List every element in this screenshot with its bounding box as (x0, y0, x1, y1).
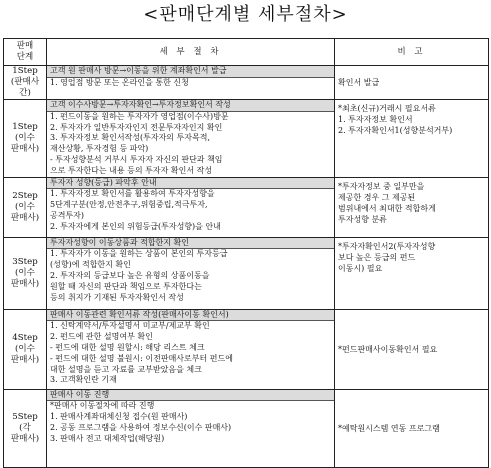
detail-cell (47, 389, 335, 467)
detail-line: 5단계구분(안정,안전추구,위험중립,적극투자, (50, 200, 208, 210)
detail-line: 3. 판매사 전고 대체작업(해당원) (50, 433, 165, 443)
step-label: (이수 (15, 201, 35, 212)
step-label: (이수 (15, 343, 35, 354)
note-line: 2. 투자자확인서1(성향분석거부) (338, 126, 453, 135)
step-cell (4, 389, 47, 467)
step-label: (각 (19, 422, 31, 433)
header-detail: 세 부 절 차 (47, 39, 335, 66)
detail-line: 1. 신탁계약서/투자설명서 미교부/제교부 확인 (50, 321, 210, 331)
table-header-row (4, 39, 489, 66)
detail-heading: 판매사 이동 진행 (47, 390, 334, 402)
note-line: *예탁원시스템 연동 프로그램 (338, 423, 440, 433)
detail-heading: 투자자성향이 이동상품과 적합한지 확인 (47, 238, 334, 250)
note-line: 이동시) 필요 (338, 263, 383, 273)
step-cell (4, 66, 47, 100)
note-line: 투자성향 분류 (338, 214, 387, 224)
detail-line: 1. 펀드이동을 원하는 투자자가 영업점(이수사)방문 (50, 111, 229, 121)
step-label: 3Step (12, 256, 38, 267)
detail-line: 1. 투자자정보 확인서를 활용하여 투자자성향을 (50, 189, 215, 199)
detail-line: 재산상황, 투자경험 등 파악) (50, 144, 149, 154)
detail-line: 1. 영업점 방문 또는 온라인을 통한 신청 (50, 77, 189, 87)
header-stage: 판매 단계 (4, 39, 47, 66)
step-label: 4Step (12, 332, 38, 343)
table-row (4, 177, 489, 237)
detail-line: 공격투자) (50, 210, 85, 220)
detail-line: 2. 공동 프로그램을 사용하여 정보수신(이수 판매사) (50, 422, 232, 432)
step-label: 판매사) (10, 354, 40, 365)
detail-cell (47, 66, 335, 100)
step-label: 판매사) (10, 278, 40, 289)
detail-line: - 펀드에 대한 설명 불원시: 이전판매사로부터 펀드에 (50, 353, 233, 363)
detail-line: 1. 판매사계좌대체신청 접수(원 판매사) (50, 412, 188, 422)
procedure-table (3, 38, 489, 468)
detail-line: 으로 투자한다는 내용 등의 투자자 확인서 작성 (50, 165, 213, 175)
detail-heading: 투자자 성향(등급) 파악후 안내 (47, 178, 334, 190)
step-label: 5Step (12, 411, 38, 422)
detail-line: - 펀드에 대한 설명 원할시: 해당 리스트 체크 (50, 342, 205, 352)
step-cell (4, 309, 47, 389)
step-label: 1Step (12, 121, 38, 132)
note-line: *펀드판매사이동확인서 필요 (338, 344, 438, 354)
note-line: 확인서 발급 (338, 78, 380, 87)
step-label: (판매사 간) (10, 77, 40, 98)
step-cell (4, 237, 47, 309)
note-line: 1. 투자자정보 확인서 (338, 115, 413, 124)
detail-cell (47, 100, 335, 178)
note-cell (335, 177, 489, 237)
detail-line: 3. 투자자정보 확인서작성(투자자의 투자목적, (50, 133, 211, 143)
page-title: <판매단계별 세부절차> (143, 4, 348, 25)
note-cell (335, 309, 489, 389)
detail-line: 2. 투자자의 등급보다 높은 유형의 상품이동을 (50, 270, 210, 280)
detail-cell (47, 309, 335, 389)
detail-cell (47, 177, 335, 237)
note-line: *투자자정보 중 일부만을 (338, 181, 425, 191)
detail-heading: 고객 원 판매사 방문→이동을 위한 계좌확인서 발급 (47, 66, 334, 78)
table-row (4, 309, 489, 389)
note-line: *투자자확인서2(투자자성향 (338, 241, 436, 251)
note-cell (335, 389, 489, 467)
step-label: (이수 (15, 267, 35, 278)
note-cell (335, 237, 489, 309)
step-label: 2Step (12, 190, 38, 201)
note-cell (335, 100, 489, 178)
detail-cell (47, 237, 335, 309)
header-note: 비 고 (335, 39, 489, 66)
detail-line: *판매사 이동절차에 따라 진행 (50, 401, 155, 411)
step-label: 1Step (12, 66, 38, 76)
table-row (4, 100, 489, 178)
detail-line: 원할 때 자신의 판단과 책임으로 투자한다는 (50, 281, 202, 291)
detail-line: 2. 펀드에 관한 설명여부 확인 (50, 332, 153, 342)
step-label: 판매사) (10, 212, 40, 223)
note-cell (335, 66, 489, 100)
table-row (4, 389, 489, 467)
detail-heading: 고객 이수사방문→투자자확인→투자정보확인서 작성 (47, 100, 334, 112)
note-line: *최초(신규)거래시 필요서류 (338, 104, 436, 113)
step-cell (4, 177, 47, 237)
table-row (4, 237, 489, 309)
detail-line: 3. 고객확인란 기재 (50, 375, 117, 385)
step-label: (이수 (15, 132, 35, 143)
detail-line: 대한 설명을 듣고 자료를 교부받았음을 체크 (50, 364, 202, 374)
step-label: 판매사) (10, 143, 40, 154)
table-row (4, 66, 489, 100)
detail-line: (성향)에 적합한지 확인 (50, 260, 131, 270)
note-line: 보다 높은 등급의 펀드 (338, 252, 416, 262)
note-line: 제공한 경우 그 제공된 (338, 192, 416, 202)
detail-line: 2. 투자자에게 본인의 위험등급(투자성향)을 안내 (50, 221, 221, 231)
step-cell (4, 100, 47, 178)
detail-line: 2. 투자자가 일반투자자인지 전문투자자인지 확인 (50, 122, 223, 132)
note-line: 범위내에서 최대한 적합하게 (338, 203, 436, 213)
detail-line: 1. 투자자가 이동을 원하는 상품이 본인의 투자등급 (50, 249, 228, 259)
detail-line: 등의 취지가 기재된 투자자확인서 작성 (50, 292, 184, 302)
step-label: 판매사) (10, 433, 40, 444)
detail-line: - 투자성향분석 거부시 투자자 자신의 판단과 책임 (50, 154, 223, 164)
detail-heading: 판매사 이동관련 확인서류 작성(판매사이동 확인서) (47, 310, 334, 322)
